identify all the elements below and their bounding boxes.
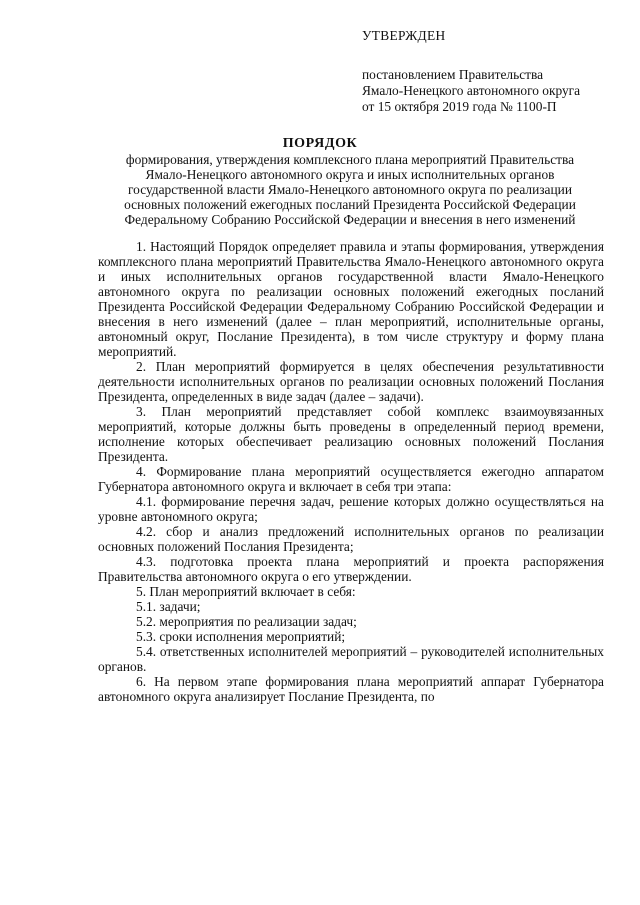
subtitle-line: основных положений ежегодных посланий Президента Российской Федерации (124, 197, 576, 212)
paragraph-5-2: 5.2. мероприятия по реализации задач; (136, 614, 357, 629)
paragraph-2: 2. План мероприятий формируется в целях обеспечения результативности деятельности исполнительных органов по реализации основных положений Послания Президента, определенных в виде задач (далее – задачи). (98, 359, 604, 404)
paragraph-4: 4. Формирование плана мероприятий осуществляется ежегодно аппаратом Губернатора автономного округа и включает в себя три этапа: (98, 464, 604, 494)
paragraph-1: 1. Настоящий Порядок определяет правила и этапы формирования, утверждения комплексного плана мероприятий Правительства Ямало-Ненецкого автономного округа и иных исполнительных органов государственной власти Ямало-Ненецкого автономного округа по реализации основных положений ежегодных посланий Президента Российской Федерации Федеральному Собранию Российской Федерации и внесения в него изменений (далее – план мероприятий, исполнительные органы, автономный округ, Послание Президента), в том числе структуру и форму плана мероприятий. (98, 239, 604, 359)
approval-line: постановлением Правительства (362, 67, 544, 82)
approval-heading: УТВЕРЖДЕН (362, 28, 446, 43)
paragraph-4-1: 4.1. формирование перечня задач, решение которых должно осуществляться на уровне автономного округа; (98, 494, 604, 524)
paragraph-5: 5. План мероприятий включает в себя: (136, 584, 356, 599)
subtitle-line: формирования, утверждения комплексного плана мероприятий Правительства (125, 152, 575, 167)
document-body (98, 239, 604, 704)
subtitle-line: Федеральному Собранию Российской Федерации и внесения в него изменений (124, 212, 576, 227)
document-subtitle (100, 152, 600, 227)
approval-stamp (362, 28, 632, 115)
paragraph-4-2: 4.2. сбор и анализ предложений исполнительных органов по реализации основных положений Послания Президента; (98, 524, 604, 554)
document-title: ПОРЯДОК (282, 136, 358, 151)
paragraph-5-3: 5.3. сроки исполнения мероприятий; (136, 629, 346, 644)
paragraph-5-4: 5.4. ответственных исполнителей мероприятий – руководителей исполнительных органов. (98, 644, 604, 674)
subtitle-line: Ямало-Ненецкого автономного округа и иных исполнительных органов (145, 167, 555, 182)
approval-line: от 15 октября 2019 года № 1100-П (362, 99, 557, 114)
paragraph-4-3: 4.3. подготовка проекта плана мероприятий и проекта распоряжения Правительства автономного округа о его утверждении. (98, 554, 604, 584)
paragraph-3: 3. План мероприятий представляет собой комплекс взаимоувязанных мероприятий, которые должны быть проведены в определенный период времени, исполнение которых обеспечивает реализацию основных положений Послания Президента. (98, 404, 604, 464)
subtitle-line: государственной власти Ямало-Ненецкого автономного округа по реализации (128, 182, 572, 197)
approval-line: Ямало-Ненецкого автономного округа (362, 83, 581, 98)
paragraph-6: 6. На первом этапе формирования плана мероприятий аппарат Губернатора автономного округа анализирует Послание Президента, по (98, 674, 604, 704)
paragraph-5-1: 5.1. задачи; (136, 599, 201, 614)
